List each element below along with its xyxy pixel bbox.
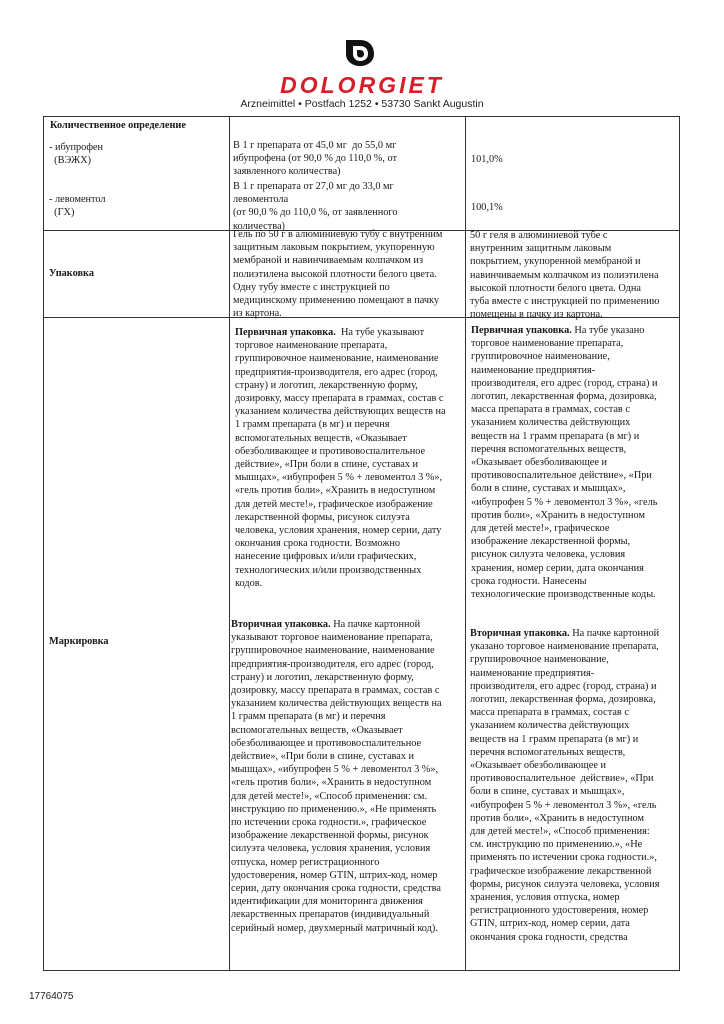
packaging-result: 50 г геля в алюминиевой тубе с внутренним защитным лаковым покрытием, укупоренной мембраной и навинчиваемым колпачком из полиэтилена высокой плотности белого цвета. Одна туба вместе с инструкцией по применению помещены в пачку из картона. <box>470 230 660 321</box>
levomenthol-label: - левоментол (ГХ) <box>49 194 106 219</box>
secondary-result-text: На пачке картонной указано торговое наименование препарата, группировочное наименование, наименование предприятия- производителя, его адрес (город, страна) и логотип, лекарственная форма, дозировка, масса препарата в граммах, состав с указанием количества действующих веществ на 1 грамм препарата (в мг) и перечня вспомогательных веществ, «Оказывает обезболивающее и противовоспалительное действие», «При боли в спине, суставах и мышцах», «ибупрофен 5 % + левоментол 3 %», «гель против боли», «Хранить в недоступном для детей месте!», «Способ применения: см. инструкцию по применению.», «Не применять по истечении срока годности.», графическое изображение лекарственной формы, рисунок силуэта человека, условия хранения, условия отпуска, номер регистрационного удостоверения, номер GTIN, штрих-код, номер серии, дата окончания срока годности, средства <box>470 628 660 943</box>
primary-result-title: Первичная упаковка. <box>471 325 572 336</box>
company-address: Arzneimittel • Postfach 1252 • 53730 Sankt Augustin <box>240 98 484 110</box>
primary-packaging-result <box>471 324 658 601</box>
secondary-packaging-result <box>470 627 660 944</box>
column-divider-2 <box>465 117 466 970</box>
secondary-packaging-title: Вторичная упаковка. <box>231 619 331 630</box>
primary-packaging-text: На тубе указывают торговое наименование препарата, группировочное наименование, наименование предприятия-производителя, его адрес (город, страну) и логотип, лекарственную форму, дозировку, массу препарата в граммах, состав с указанием количества действующих веществ на 1 грамм препарата (в мг) и перечня вспомогательных веществ, «Оказывает обезболивающее и противовоспалительное действие», «При боли в спине, суставах и мышцах», «ибупрофен 5 % + левоментол 3 %», «гель против боли», «Хранить в недоступном для детей месте!», графическое изображение лекарственной формы, рисунок силуэта человека, условия хранения, номер серии, дату окончания срока годности. Возможно нанесение цифровых и/или графических, технологических и/или производственных кодов. <box>235 327 446 589</box>
letterhead <box>0 0 724 112</box>
secondary-result-title: Вторичная упаковка. <box>470 628 570 639</box>
levomenthol-spec: В 1 г препарата от 27,0 мг до 33,0 мг левоментола (от 90,0 % до 110,0 %, от заявленного количества) <box>233 181 398 232</box>
primary-result-text: На тубе указано торговое наименование препарата, группировочное наименование, наименование предприятия- производителя, его адрес (город, страна) и логотип, лекарственная форма, дозировка, масса препарата в граммах, состав с указанием количества действующих веществ на 1 грамм препарата (в мг) и перечня вспомогательных веществ, «Оказывает обезболивающее и противовоспалительное действие», «При боли в спине, суставах и мышцах», «ибупрофен 5 % + левоментол 3 %», «гель против боли», «Хранить в недоступном для детей месте!», графическое изображение лекарственной формы, рисунок силуэта человека, условия хранения, номер серии, дата окончания срока годности. Нанесены технологические производственные коды. <box>471 325 658 601</box>
spec-table <box>43 116 680 971</box>
levomenthol-result: 100,1% <box>471 202 503 213</box>
marking-label: Маркировка <box>49 636 109 647</box>
secondary-packaging-spec <box>231 618 442 935</box>
packaging-label: Упаковка <box>49 268 94 279</box>
secondary-packaging-text: На пачке картонной указывают торговое наименование препарата, группировочное наименование, наименование предприятия-производителя, его адрес (город, страну) и логотип, лекарственную форму, дозировку, массу препарата в граммах, состав с указанием количества действующих веществ на 1 грамм препарата (в мг) и перечня вспомогательных веществ, «Оказывает обезболивающее и противовоспалительное действие», «При боли в спине, суставах и мышцах», «ибупрофен 5 % + левоментол 3 %», «гель против боли», «Хранить в недоступном для детей месте!», «Способ применения: см. инструкцию по применению.», «Не применять по истечении срока годности.», графическое изображение лекарственной формы, рисунок силуэта человека, условия хранения, условия отпуска, номер регистрационного удостоверения, номер GTIN, штрих-код, номер серии, дату окончания срока годности, средства идентификации для мониторинга движения лекарственных препаратов (индивидуальный серийный номер, двухмерный матричный код). <box>231 619 442 934</box>
document-code: 17764075 <box>29 991 74 1002</box>
ibuprofen-result: 101,0% <box>471 154 503 165</box>
primary-packaging-title: Первичная упаковка. <box>235 327 336 338</box>
ibuprofen-label: - ибупрофен (ВЭЖХ) <box>49 142 104 167</box>
primary-packaging-spec <box>235 326 446 590</box>
packaging-spec: Гель по 50 г в алюминиевую тубу с внутренним защитным лаковым покрытием, укупоренную мембраной и навинчиваемым колпачком из полиэтилена высокой плотности белого цвета. Одну тубу вместе с инструкцией по медицинскому применению помещают в пачку из картона. <box>233 229 443 320</box>
assay-title: Количественное определение <box>50 120 186 131</box>
ibuprofen-spec: В 1 г препарата от 45,0 мг до 55,0 мг ибупрофена (от 90,0 % до 110,0 %, от заявленного количества) <box>233 140 398 178</box>
column-divider-1 <box>229 117 230 970</box>
brand-name: DOLORGIET <box>280 72 444 98</box>
dolorgiet-logo-icon <box>344 36 376 68</box>
